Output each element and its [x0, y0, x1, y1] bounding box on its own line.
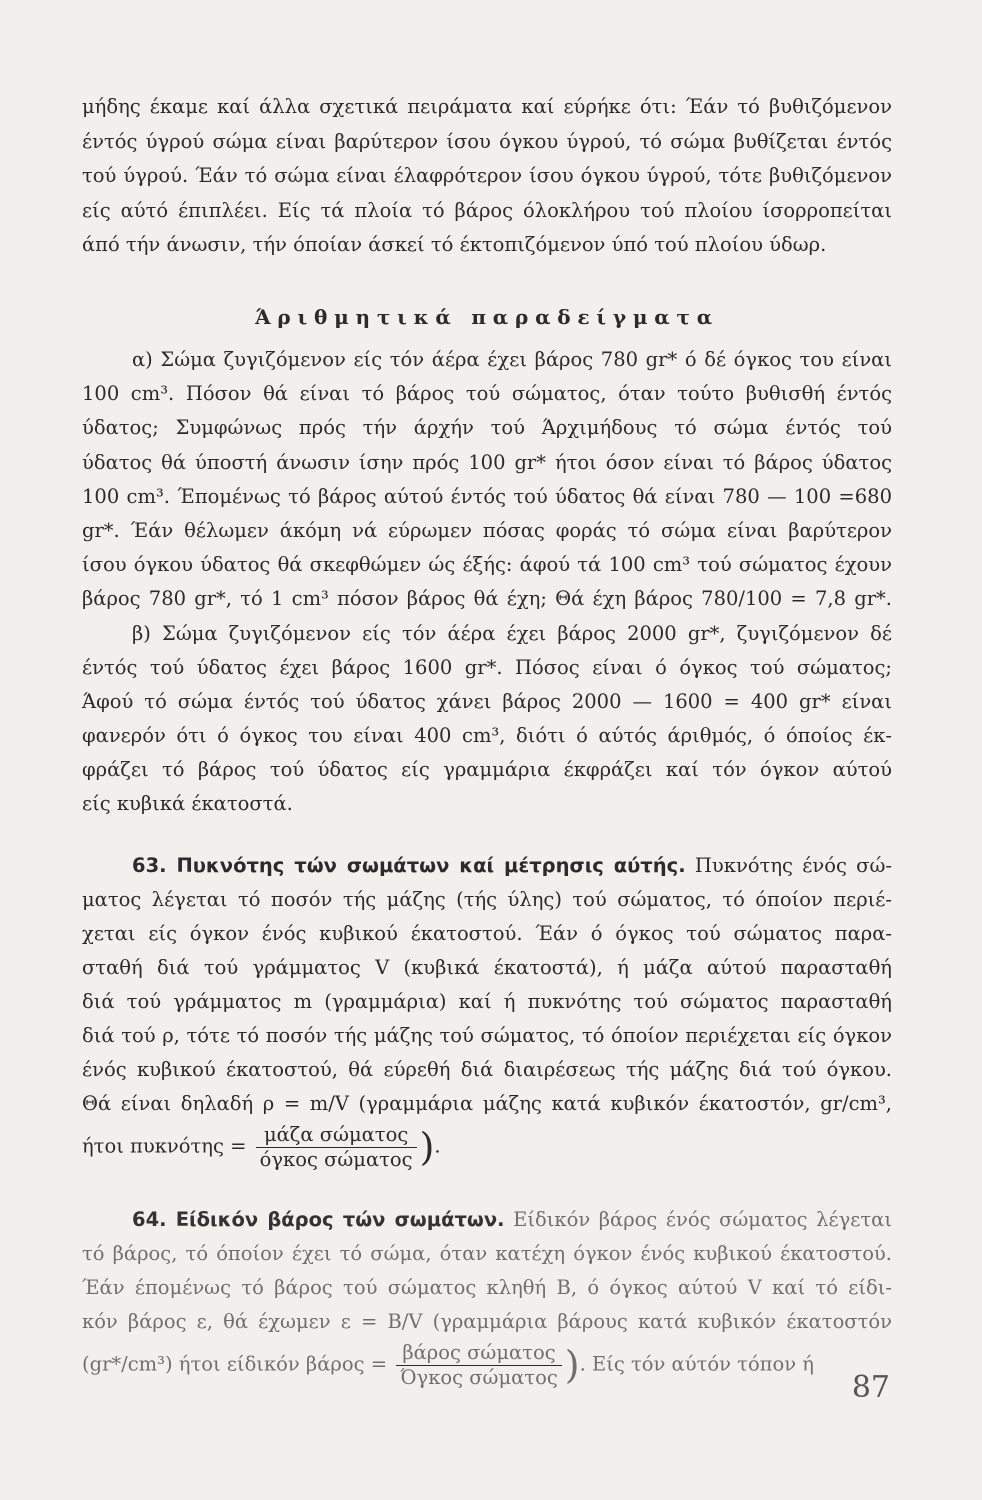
example-b-line: έντός τού ύδατος έχει βάρος 1600 gr*. Πόσος είναι ό όγκος τού σώματος; [82, 656, 892, 679]
example-a-line: 100 cm³. Πόσον θά είναι τό βάρος τού σώματος, όταν τούτο βυθισθή έντός [82, 382, 892, 405]
density-fraction [256, 1125, 417, 1169]
example-a-line: ύδατος; Συμφώνως πρός τήν άρχήν τού Άρχιμήδους τό σώμα έντός τού [82, 416, 892, 439]
specific-weight-prefix: (gr*/cm³) ήτοι είδικόν βάρος = [82, 1352, 388, 1376]
specific-weight-fraction [396, 1343, 562, 1387]
specific-weight-suffix: . Είς τόν αύτόν τόπον ή [579, 1352, 814, 1376]
example-a-line: ίσου όγκου ύδατος θά σκεφθώμεν ώς έξής: άφού τά 100 cm³ τού σώματος έχουν [82, 553, 892, 576]
example-a-line: βάρος 780 gr*, τό 1 cm³ πόσον βάρος θά έχη; Θά έχη βάρος 780/100 = 7,8 gr*. [82, 587, 892, 610]
section-64-line: τό βάρος, τό όποίον έχει τό σώμα, όταν κατέχη όγκον ένός κυβικού έκατοστού. [82, 1242, 892, 1265]
specific-weight-formula [82, 1343, 892, 1387]
section-63-first-text: Πυκνότης ένός σώ- [694, 854, 892, 877]
section-64-line: Έάν έπομένως τό βάρος τού σώματος κληθή Β, ό όγκος αύτού V καί τό είδι- [82, 1276, 892, 1299]
example-a-line: 100 cm³. Έπομένως τό βάρος αύτού έντός τού ύδατος θά είναι 780 — 100 =680 [82, 485, 892, 508]
section-63-line: Θά είναι δηλαδή ρ = m/V (γραμμάρια μάζης κατά κυβικόν έκατοστόν, gr/cm³, [82, 1092, 892, 1115]
density-numerator: μάζα σώματος [256, 1125, 417, 1148]
intro-line: είς αύτό έπιπλέει. Είς τά πλοία τό βάρος όλοκλήρου τού πλοίου ίσορροπείται [82, 199, 892, 222]
intro-line: τού ύγρού. Έάν τό σώμα είναι έλαφρότερον ίσου όγκου ύγρού, τότε βυθιζόμενον [82, 164, 892, 187]
density-denominator: όγκος σώματος [259, 1147, 413, 1171]
section-63-title: 63. Πυκνότης τών σωμάτων καί μέτρησις αύτής. [132, 854, 686, 877]
section-64-title: 64. Είδικόν βάρος τών σωμάτων. [132, 1208, 505, 1231]
examples-heading: Άριθμητικά παραδείγματα [255, 305, 719, 329]
section-63-line: ένός κυβικού έκατοστού, θά εύρεθή διά διαιρέσεως τής μάζης διά τού όγκου. [82, 1058, 892, 1081]
example-a-line: ύδατος θά ύποστή άνωσιν ίσην πρός 100 gr* ήτοι όσον είναι τό βάρος ύδατος [82, 451, 892, 474]
section-63-line: ματος λέγεται τό ποσόν τής μάζης (τής ύλης) τού σώματος, τό όποίον περιέ- [82, 888, 892, 911]
intro-line: έντός ύγρού σώμα είναι βαρύτερον ίσου όγκου ύγρού, τό σώμα βυθίζεται έντός [82, 130, 892, 153]
example-b-line: φανερόν ότι ό όγκος του είναι 400 cm³, διότι ό αύτός άριθμός, ό όποίος έκ- [82, 724, 892, 747]
section-63-line: διά τού γράμματος m (γραμμάρια) καί ή πυκνότης τού σώματος παρασταθή [82, 990, 892, 1013]
specific-weight-denominator: Όγκος σώματος [400, 1365, 558, 1389]
page-number: 87 [851, 1370, 890, 1405]
density-formula-suffix: . [434, 1134, 441, 1158]
example-b-line: β) Σώμα ζυγιζόμενον είς τόν άέρα έχει βάρος 2000 gr*, ζυγιζόμενον δέ [132, 622, 892, 645]
section-64-first-text: Είδικόν βάρος ένός σώματος λέγεται [513, 1208, 892, 1231]
section-63-line: διά τού ρ, τότε τό ποσόν τής μάζης τού σώματος, τό όποίον περιέχεται είς όγκον [82, 1024, 892, 1047]
section-63-first-line [132, 856, 892, 876]
example-b-line: Άφού τό σώμα έντός τού ύδατος χάνει βάρος 2000 — 1600 = 400 gr* είναι [82, 690, 892, 713]
specific-weight-numerator: βάρος σώματος [396, 1343, 562, 1366]
example-a-line: gr*. Έάν θέλωμεν άκόμη νά εύρωμεν πόσας φοράς τό σώμα είναι βαρύτερον [82, 519, 892, 542]
example-b-line: είς κυβικά έκατοστά. [82, 792, 293, 815]
section-63-line: σταθή διά τού γράμματος V (κυβικά έκατοστά), ή μάζα αύτού παρασταθή [82, 956, 892, 979]
intro-line: μήδης έκαμε καί άλλα σχετικά πειράματα καί εύρήκε ότι: Έάν τό βυθιζόμενον [82, 95, 892, 118]
closing-brace: ) [564, 1343, 580, 1387]
section-64-first-line [132, 1210, 892, 1230]
closing-brace: ) [419, 1125, 435, 1169]
example-b-line: φράζει τό βάρος τού ύδατος είς γραμμάρια έκφράζει καί τόν όγκον αύτού [82, 758, 892, 781]
section-64-line: κόν βάρος ε, θά έχωμεν ε = Β/V (γραμμάρια βάρους κατά κυβικόν έκατοστόν [82, 1310, 892, 1333]
density-formula [82, 1125, 892, 1169]
example-a-line: α) Σώμα ζυγιζόμενον είς τόν άέρα έχει βάρος 780 gr* ό δέ όγκος του είναι [132, 348, 892, 371]
density-formula-prefix: ήτοι πυκνότης = [82, 1134, 247, 1158]
section-63-line: χεται είς όγκον ένός κυβικού έκατοστού. Έάν ό όγκος τού σώματος παρα- [82, 922, 892, 945]
intro-line: άπό τήν άνωσιν, τήν όποίαν άσκεί τό έκτοπιζόμενον ύπό τού πλοίου ύδωρ. [82, 233, 827, 256]
